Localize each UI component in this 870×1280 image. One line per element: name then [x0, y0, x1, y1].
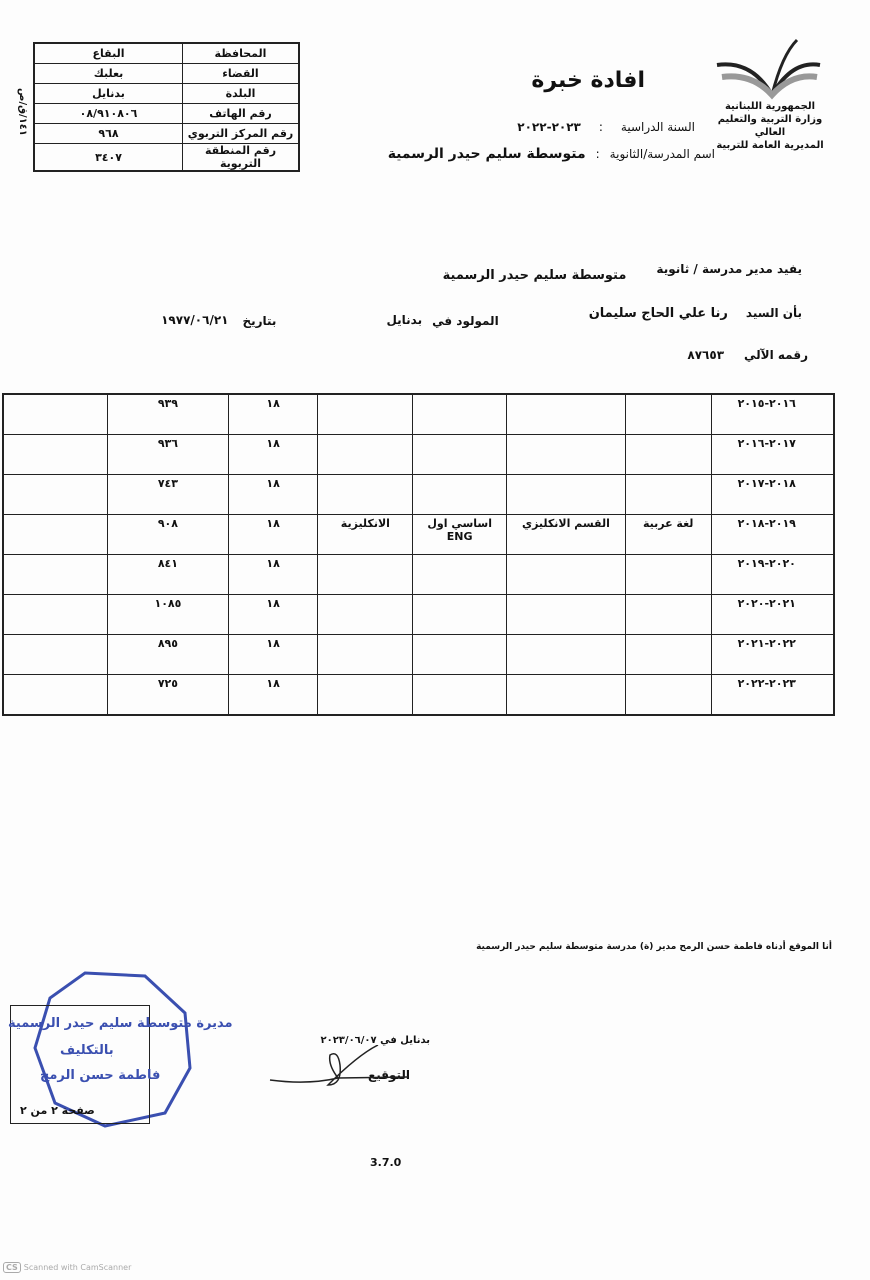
blank-cell [3, 675, 108, 716]
subject-cell [318, 595, 413, 635]
table-row [3, 515, 834, 555]
info-label: القضاء [183, 64, 300, 84]
hours-cell: ١٨ [228, 515, 318, 555]
language-cell [625, 435, 711, 475]
section-cell [507, 394, 626, 435]
scanner-watermark [3, 1262, 131, 1273]
id-label: رقمه الآلي [744, 348, 808, 362]
info-label: رقم المركز التربوي [183, 124, 300, 144]
logo-text [710, 100, 830, 152]
year-cell: ٢٠١٩-٢٠١٨ [711, 515, 834, 555]
subject-cell [318, 675, 413, 716]
info-label: البلدة [183, 84, 300, 104]
person-name: رنا علي الحاج سليمان [588, 306, 728, 321]
year-value: ٢٠٢٣-٢٠٢٢ [517, 120, 581, 134]
signature [268, 1045, 418, 1105]
logo-line: الجمهورية اللبنانية [724, 101, 816, 112]
intro-label: يفيد مدير مدرسة / ثانوية [656, 262, 802, 276]
class-cell [413, 394, 507, 435]
hours-cell: ١٨ [228, 555, 318, 595]
language-cell: لغة عربية [625, 515, 711, 555]
total-cell: ٧٢٥ [108, 675, 229, 716]
table-row [3, 475, 834, 515]
hours-cell: ١٨ [228, 595, 318, 635]
info-label: المحافظة [183, 43, 300, 64]
blank-cell [3, 635, 108, 675]
total-cell: ١٠٨٥ [108, 595, 229, 635]
total-cell: ٩٣٦ [108, 435, 229, 475]
blank-cell [3, 595, 108, 635]
intro-school: متوسطة سليم حيدر الرسمية [442, 268, 627, 283]
language-cell [625, 675, 711, 716]
section-cell [507, 475, 626, 515]
info-label: رقم المنطقة التربوية [183, 144, 300, 172]
table-row [3, 555, 834, 595]
subject-cell [318, 475, 413, 515]
year-cell: ٢٠٢١-٢٠٢٠ [711, 595, 834, 635]
section-cell [507, 675, 626, 716]
class-cell [413, 475, 507, 515]
signature-label: التوقيع [368, 1068, 410, 1082]
id-row [687, 348, 808, 362]
hours-cell: ١٨ [228, 635, 318, 675]
year-cell: ٢٠٢٢-٢٠٢١ [711, 635, 834, 675]
blank-cell [3, 515, 108, 555]
born-place: بدنايل [386, 313, 423, 327]
language-cell [625, 595, 711, 635]
info-row [34, 64, 299, 84]
total-cell: ٩٠٨ [108, 515, 229, 555]
subject-cell [318, 555, 413, 595]
section-cell [507, 595, 626, 635]
version: 3.7.0 [370, 1156, 402, 1169]
language-cell [625, 635, 711, 675]
info-value: ٠٨/٩١٠٨٠٦ [34, 104, 183, 124]
info-value: البقاع [34, 43, 183, 64]
logo-line: وزارة التربية والتعليم العالي [717, 114, 823, 138]
table-row [3, 635, 834, 675]
id-value: ٨٧٦٥٣ [687, 348, 725, 362]
table-row [3, 394, 834, 435]
language-cell [625, 475, 711, 515]
blank-cell [3, 435, 108, 475]
class-cell [413, 435, 507, 475]
info-value: بعلبك [34, 64, 183, 84]
stamp-line: مديرة متوسطة سليم حيدر الرسمية [8, 1016, 233, 1031]
section-cell [507, 635, 626, 675]
experience-table [2, 393, 835, 716]
total-cell: ٩٣٩ [108, 394, 229, 435]
hours-cell: ١٨ [228, 394, 318, 435]
blank-cell [3, 555, 108, 595]
info-value: بدنايل [34, 84, 183, 104]
blank-cell [3, 475, 108, 515]
school-value: متوسطة سليم حيدر الرسمية [387, 146, 586, 162]
place-date: بدنايل في ٢٠٢٣/٠٦/٠٧ [320, 1035, 430, 1046]
year-cell: ٢٠١٦-٢٠١٥ [711, 394, 834, 435]
school-label: اسم المدرسة/الثانوية [609, 147, 715, 161]
year-cell: ٢٠٢٠-٢٠١٩ [711, 555, 834, 595]
declaration: أنا الموقع أدناه فاطمة حسن الرمح مدير (ة) مدرسة متوسطة سليم حيدر الرسمية [476, 942, 832, 952]
total-cell: ٨٤١ [108, 555, 229, 595]
school-colon: : [595, 147, 600, 161]
info-row [34, 104, 299, 124]
total-cell: ٨٩٥ [108, 635, 229, 675]
blank-cell [3, 394, 108, 435]
info-row [34, 144, 299, 172]
page-number: صفحة ٢ من ٢ [20, 1104, 95, 1117]
class-cell [413, 555, 507, 595]
language-cell [625, 394, 711, 435]
page-title: افادة خبرة [531, 68, 645, 93]
subject-cell [318, 635, 413, 675]
info-value: ٣٤٠٧ [34, 144, 183, 172]
stamp-line: بالتكليف [60, 1043, 114, 1058]
reference-note: ١٤١/ق/ص [17, 88, 28, 137]
class-cell: اساسي اول ENG [413, 515, 507, 555]
intro-row [442, 262, 802, 283]
year-cell: ٢٠١٨-٢٠١٧ [711, 475, 834, 515]
born-label: المولود في [432, 314, 499, 328]
year-row [517, 120, 695, 134]
hours-cell: ١٨ [228, 675, 318, 716]
school-row [388, 146, 715, 162]
year-label: السنة الدراسية [620, 120, 695, 134]
class-cell [413, 675, 507, 716]
info-value: ٩٦٨ [34, 124, 183, 144]
subject-cell [318, 435, 413, 475]
info-row [34, 43, 299, 64]
logo-line: المديرية العامة للتربية [716, 140, 824, 151]
section-cell: القسم الانكليزي [507, 515, 626, 555]
ministry-logo [712, 35, 822, 100]
birth-date: ١٩٧٧/٠٦/٢١ [161, 313, 229, 327]
hours-cell: ١٨ [228, 435, 318, 475]
total-cell: ٧٤٣ [108, 475, 229, 515]
person-row [161, 306, 802, 328]
name-label: بأن السيد [745, 306, 802, 320]
date-label: بتاريخ [242, 314, 277, 328]
hours-cell: ١٨ [228, 475, 318, 515]
year-cell: ٢٠١٧-٢٠١٦ [711, 435, 834, 475]
info-label: رقم الهاتف [183, 104, 300, 124]
scanner-text: Scanned with CamScanner [23, 1263, 132, 1272]
subject-cell [318, 394, 413, 435]
section-cell [507, 555, 626, 595]
year-colon: : [598, 120, 603, 134]
table-row [3, 435, 834, 475]
table-row [3, 595, 834, 635]
year-cell: ٢٠٢٣-٢٠٢٢ [711, 675, 834, 716]
section-cell [507, 435, 626, 475]
class-cell [413, 635, 507, 675]
language-cell [625, 555, 711, 595]
class-cell [413, 595, 507, 635]
subject-cell: الانكليزية [318, 515, 413, 555]
info-row [34, 124, 299, 144]
info-row [34, 84, 299, 104]
camscanner-icon: CS [3, 1262, 21, 1273]
school-info-table [33, 42, 300, 172]
table-row [3, 675, 834, 716]
stamp-line: فاطمة حسن الرمح [40, 1068, 161, 1083]
